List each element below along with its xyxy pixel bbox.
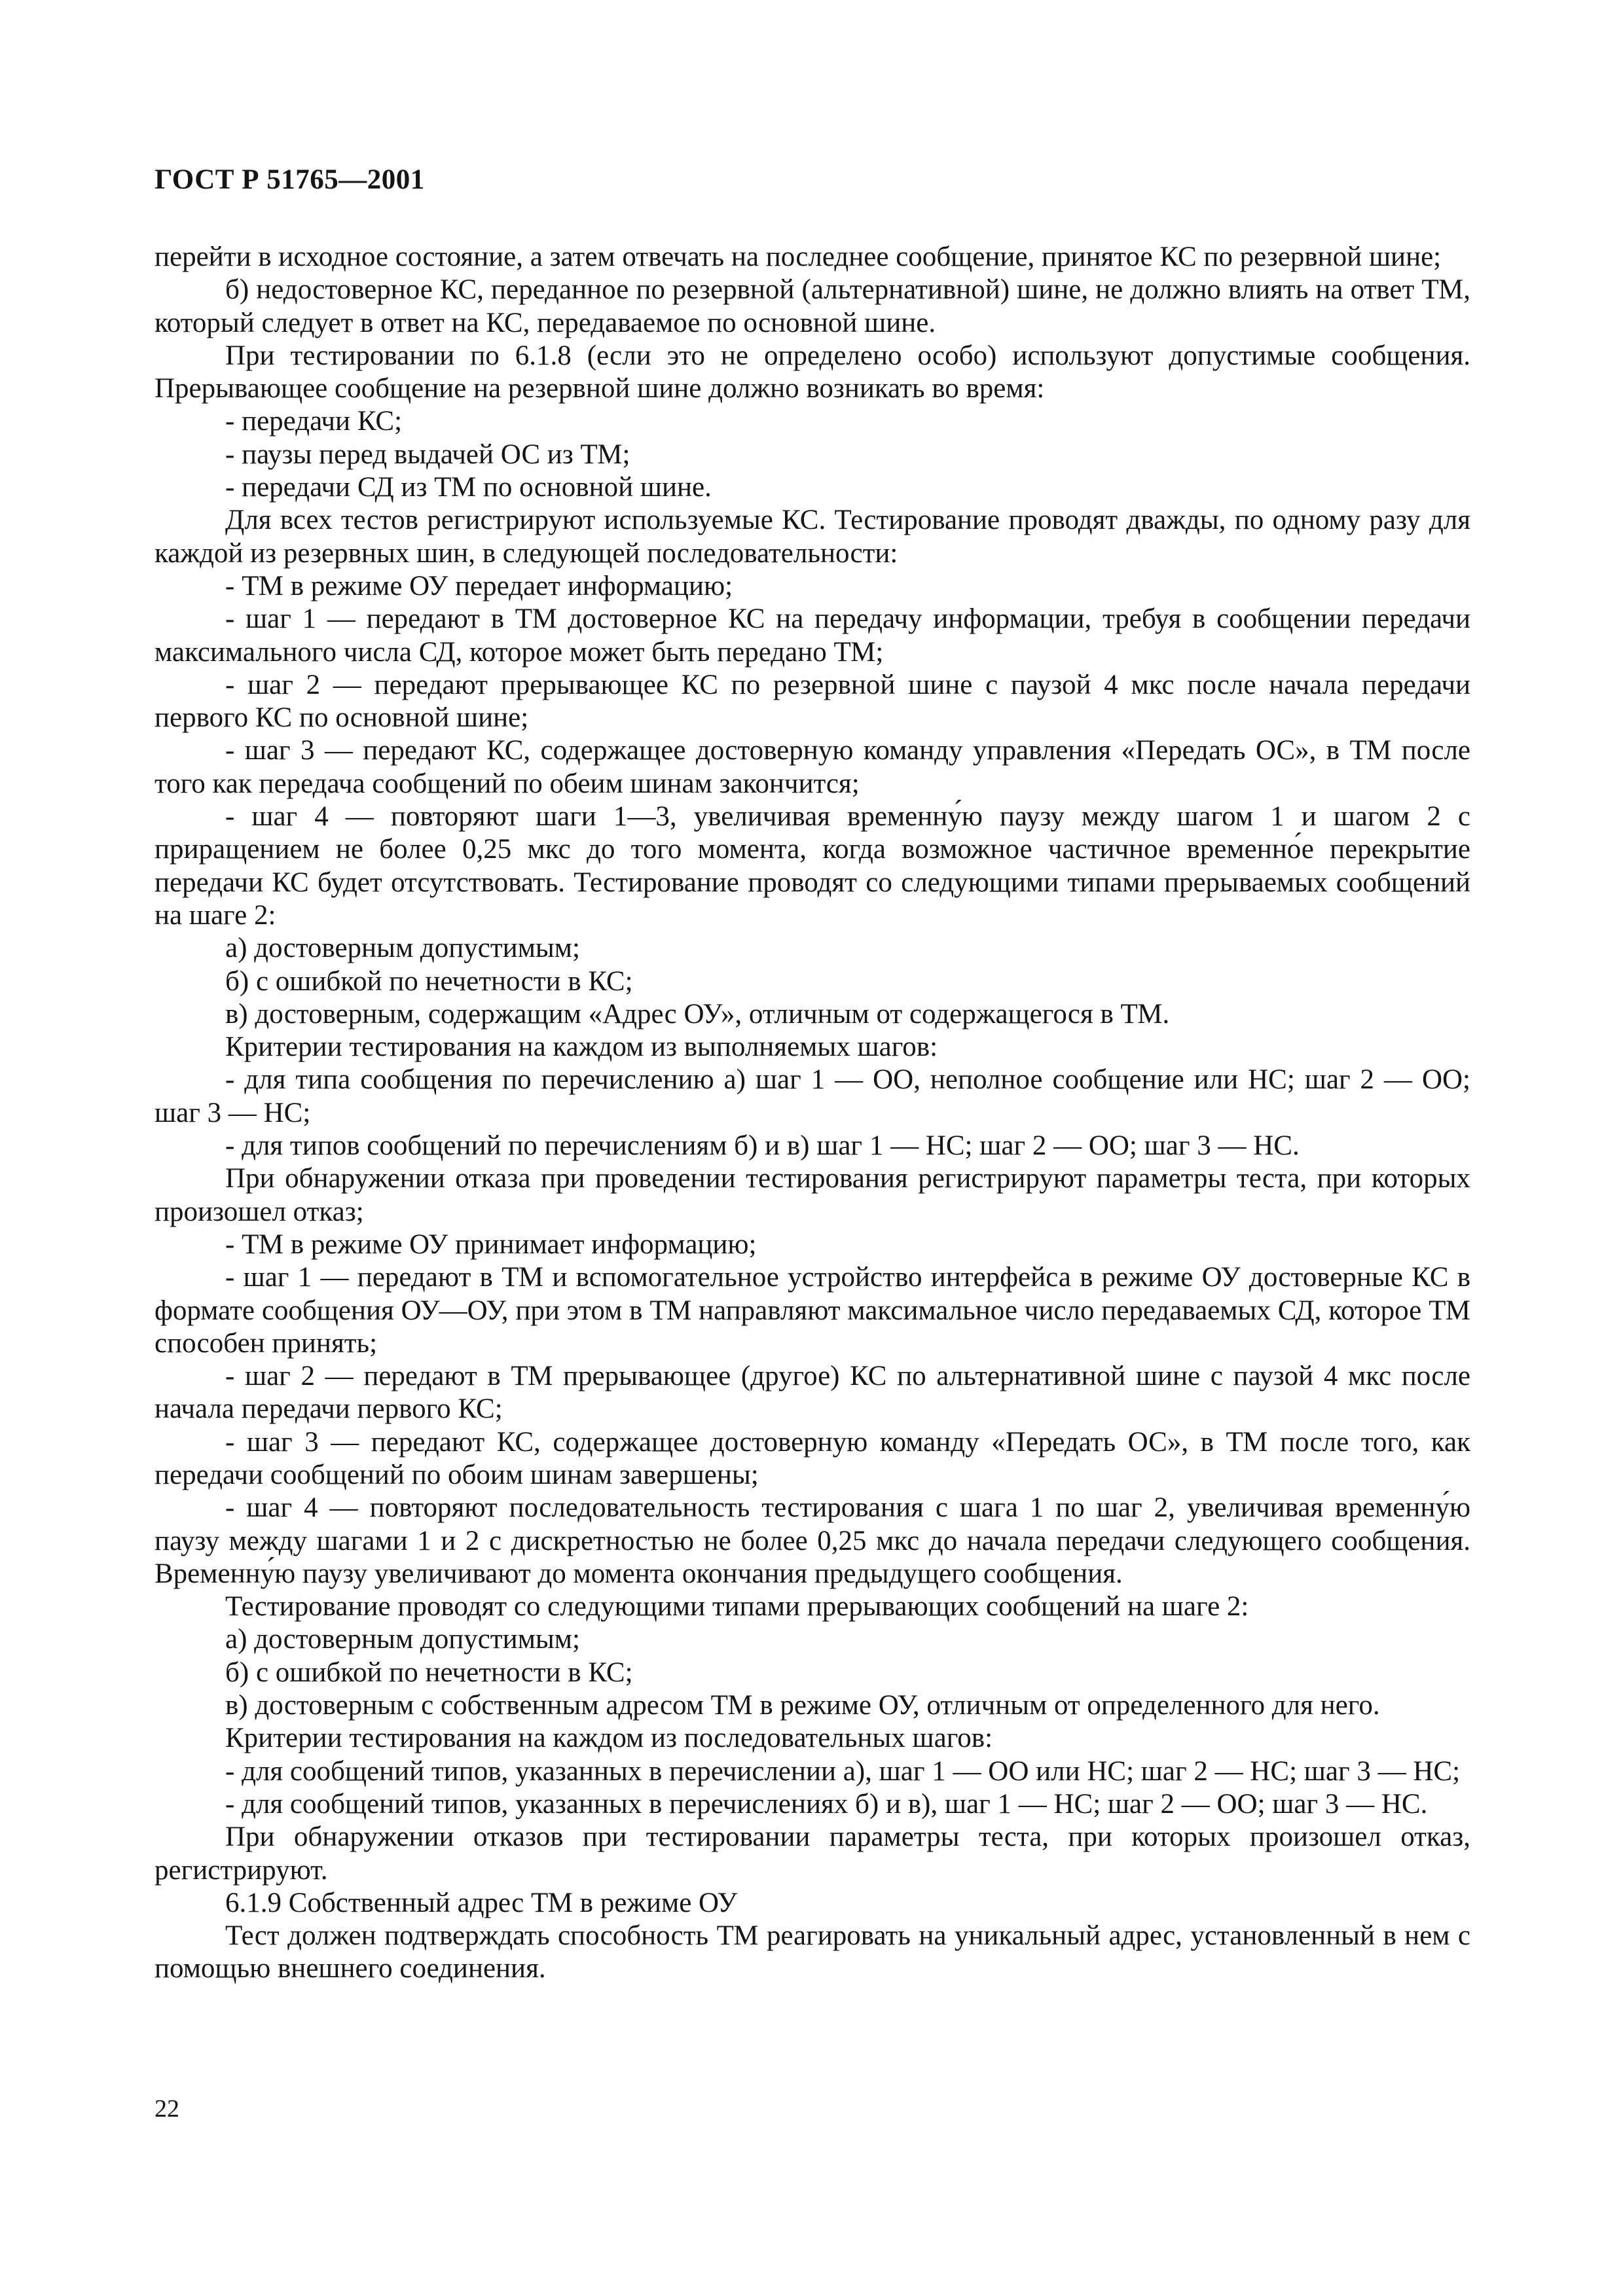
document-header: ГОСТ Р 51765—2001 (155, 164, 425, 195)
list-item: - шаг 3 — передают КС, содержащее достоверную команду управления «Передать ОС», в ТМ после того как передача сообщений по обеим шинам закончится; (155, 735, 1470, 799)
list-item: - паузы перед выдачей ОС из ТМ; (225, 439, 630, 470)
page-number: 22 (155, 2095, 179, 2123)
list-item: - для типов сообщений по перечислениям б) и в) шаг 1 — НС; шаг 2 — ОО; шаг 3 — НС. (225, 1130, 1300, 1162)
list-item: - шаг 2 — передают в ТМ прерывающее (другое) КС по альтернативной шине с паузой 4 мкс после начала передачи первого КС; (155, 1361, 1470, 1425)
paragraph: При обнаружении отказов при тестировании параметры теста, при которых произошел отказ, регистрируют. (155, 1821, 1470, 1886)
list-item: - ТМ в режиме ОУ передает информацию; (225, 570, 733, 601)
list-item: - шаг 1 — передают в ТМ достоверное КС на передачу информации, требуя в сообщении передачи максимального числа СД, которое может быть передано ТМ; (155, 603, 1470, 668)
list-item: - шаг 4 — повторяют последовательность тестирования с шага 1 по шаг 2, увеличивая временну́ю паузу между шагами 1 и 2 с дискретностью не более 0,25 мкс до начала передачи следующего сообщения. Временну́ю паузу увеличивают до момента окончания предыдущего сообщения. (155, 1492, 1470, 1589)
paragraph: При обнаружении отказа при проведении тестирования регистрируют параметры теста, при которых произошел отказ; (155, 1163, 1470, 1227)
list-item: б) с ошибкой по нечетности в КС; (225, 965, 633, 997)
paragraph: Критерии тестирования на каждом из выполняемых шагов: (225, 1031, 938, 1063)
list-item: в) достоверным с собственным адресом ТМ в режиме ОУ, отличным от определенного для него. (225, 1690, 1380, 1721)
list-item: - передачи КС; (225, 406, 403, 437)
list-item: - ТМ в режиме ОУ принимает информацию; (225, 1229, 757, 1260)
paragraph: При тестировании по 6.1.8 (если это не определено особо) используют допустимые сообщения. Прерывающее сообщение на резервной шине должно возникать во время: (155, 340, 1470, 404)
list-item: - для сообщений типов, указанных в перечислении а), шаг 1 — ОО или НС; шаг 2 — НС; шаг 3 — НС; (225, 1755, 1461, 1787)
list-item: а) достоверным допустимым; (225, 933, 580, 964)
list-item: б) с ошибкой по нечетности в КС; (225, 1657, 633, 1688)
list-item: - для типа сообщения по перечислению а) шаг 1 — ОО, неполное сообщение или НС; шаг 2 — ОО; шаг 3 — НС; (155, 1064, 1470, 1128)
list-item: - шаг 1 — передают в ТМ и вспомогательное устройство интерфейса в режиме ОУ достоверные КС в формате сообщения ОУ—ОУ, при этом в ТМ направляют максимальное число передаваемых СД, которое ТМ способен принять; (155, 1262, 1470, 1359)
list-item: - шаг 2 — передают прерывающее КС по резервной шине с паузой 4 мкс после начала передачи первого КС по основной шине; (155, 669, 1470, 734)
paragraph: б) недостоверное КС, переданное по резервной (альтернативной) шине, не должно влиять на ответ ТМ, который следует в ответ на КС, передаваемое по основной шине. (155, 274, 1470, 338)
list-item: - передачи СД из ТМ по основной шине. (225, 472, 712, 503)
list-item: а) достоверным допустимым; (225, 1624, 580, 1655)
paragraph: Критерии тестирования на каждом из последовательных шагов: (225, 1723, 993, 1754)
list-item: - шаг 4 — повторяют шаги 1—3, увеличивая временну́ю паузу между шагом 1 и шагом 2 с приращением не более 0,25 мкс до того момента, когда возможное частичное временно́е перекрытие передачи КС будет отсутствовать. Тестирование проводят со следующими типами прерываемых сообщений на шаге 2: (155, 801, 1470, 931)
section-heading: 6.1.9 Собственный адрес ТМ в режиме ОУ (225, 1887, 738, 1918)
paragraph: Тестирование проводят со следующими типами прерывающих сообщений на шаге 2: (225, 1591, 1249, 1623)
list-item: - шаг 3 — передают КС, содержащее достоверную команду «Передать ОС», в ТМ после того, как передачи сообщений по обоим шинам завершены; (155, 1426, 1470, 1490)
paragraph: перейти в исходное состояние, а затем отвечать на последнее сообщение, принятое КС по резервной шине; (155, 242, 1442, 272)
list-item: в) достоверным, содержащим «Адрес ОУ», отличным от содержащегося в ТМ. (225, 998, 1170, 1030)
page-body (155, 241, 1470, 1986)
list-item: - для сообщений типов, указанных в перечислениях б) и в), шаг 1 — НС; шаг 2 — ОО; шаг 3 — НС. (225, 1788, 1428, 1820)
paragraph: Для всех тестов регистрируют используемые КС. Тестирование проводят дважды, по одному разу для каждой из резервных шин, в следующей последовательности: (155, 505, 1470, 569)
paragraph: Тест должен подтверждать способность ТМ реагировать на уникальный адрес, установленный в нем с помощью внешнего соединения. (155, 1920, 1470, 1984)
